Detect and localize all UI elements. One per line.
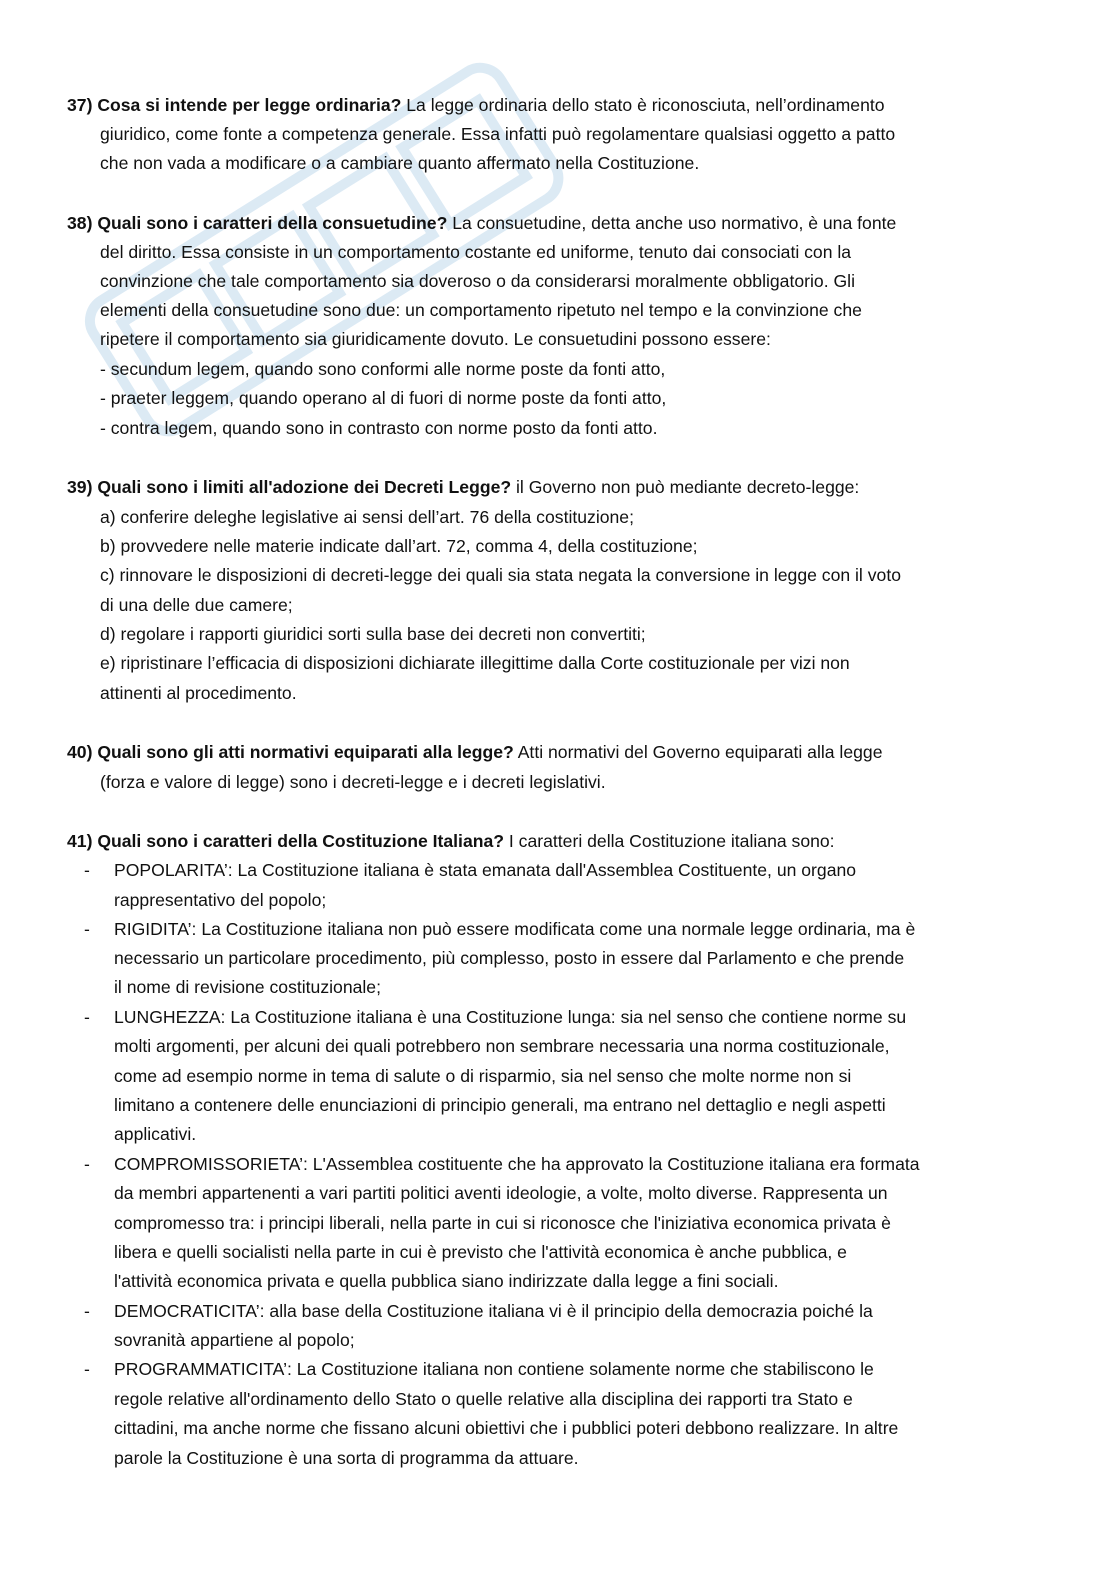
list-item: DEMOCRATICITA’: alla base della Costituzione italiana vi è il principio della democrazia poiché la [114,1301,873,1321]
q38-line-1 [67,208,896,238]
list-bullet: - [84,919,90,939]
q39-line-1 [67,472,859,502]
list-item: POPOLARITA’: La Costituzione italiana è stata emanata dall'Assemblea Costituente, un organo [114,860,857,880]
list-item: LUNGHEZZA: La Costituzione italiana è una Costituzione lunga: sia nel senso che contiene norme su [114,1007,907,1027]
q38-line-6: - secundum legem, quando sono conformi alle norme poste da fonti atto, [100,359,666,379]
list-bullet: - [84,1154,90,1174]
q37-title: 37) Cosa si intende per legge ordinaria? [67,95,402,115]
q41-title: 41) Quali sono i caratteri della Costituzione Italiana? [67,831,505,851]
q39-line-3: b) provvedere nelle materie indicate dall’art. 72, comma 4, della costituzione; [100,536,698,556]
q40-text: Atti normativi del Governo equiparati alla legge [513,742,883,762]
q39-line-2: a) conferire deleghe legislative ai sensi dell’art. 76 della costituzione; [100,507,634,527]
q37-line-1 [67,90,885,120]
list-item: cittadini, ma anche norme che fissano alcuni obiettivi che i pubblici poteri debbono realizzare. In altre [114,1418,899,1438]
q40-line-2: (forza e valore di legge) sono i decreti-legge e i decreti legislativi. [100,772,606,792]
list-item: da membri appartenenti a vari partiti politici aventi ideologie, a volte, molto diverse. Rappresenta un [114,1183,888,1203]
q39-line-8: attinenti al procedimento. [100,683,297,703]
list-item: il nome di revisione costituzionale; [114,977,381,997]
list-item: come ad esempio norme in tema di salute o di risparmio, sia nel senso che molte norme non si [114,1066,852,1086]
q37-text: La legge ordinaria dello stato è riconosciuta, nell’ordinamento [401,95,885,115]
list-item: PROGRAMMATICITA’: La Costituzione italiana non contiene solamente norme che stabiliscono le [114,1359,874,1379]
q40-title: 40) Quali sono gli atti normativi equiparati alla legge? [67,742,514,762]
list-item: applicativi. [114,1124,197,1144]
list-bullet: - [84,1007,90,1027]
q38-line-5: ripetere il comportamento sia giuridicamente dovuto. Le consuetudini possono essere: [100,329,771,349]
list-item: libera e quelli socialisti nella parte in cui è previsto che l'attività economica è anche pubblica, e [114,1242,847,1262]
q39-line-5: di una delle due camere; [100,595,293,615]
q39-line-6: d) regolare i rapporti giuridici sorti sulla base dei decreti non convertiti; [100,624,646,644]
q38-title: 38) Quali sono i caratteri della consuetudine? [67,213,448,233]
list-item: sovranità appartiene al popolo; [114,1330,355,1350]
list-item: l'attività economica privata e quella pubblica siano indirizzate dalla legge a fini sociali. [114,1271,779,1291]
q38-line-8: - contra legem, quando sono in contrasto con norme posto da fonti atto. [100,418,658,438]
q37-line-3: che non vada a modificare o a cambiare quanto affermato nella Costituzione. [100,153,700,173]
list-item: compromesso tra: i principi liberali, nella parte in cui si riconosce che l'iniziativa economica privata è [114,1213,891,1233]
list-item: necessario un particolare procedimento, più complesso, posto in essere dal Parlamento e che prende [114,948,905,968]
list-bullet: - [84,1359,90,1379]
q40-line-1 [67,737,883,767]
list-bullet: - [84,1301,90,1321]
list-item: COMPROMISSORIETA’: L'Assemblea costituente che ha approvato la Costituzione italiana era formata [114,1154,920,1174]
list-item: limitano a contenere delle enunciazioni di principio generali, ma entrano nel dettaglio e negli aspetti [114,1095,886,1115]
q37-line-2: giuridico, come fonte a competenza generale. Essa infatti può regolamentare qualsiasi oggetto a patto [100,124,896,144]
q39-title: 39) Quali sono i limiti all'adozione dei Decreti Legge? [67,477,512,497]
q39-text: il Governo non può mediante decreto-legge: [511,477,860,497]
q38-line-2: del diritto. Essa consiste in un comportamento costante ed uniforme, tenuto dai consociati con la [100,242,852,262]
list-item: rappresentativo del popolo; [114,890,327,910]
q41-intro: I caratteri della Costituzione italiana sono: [504,831,835,851]
list-item: molti argomenti, per alcuni dei quali potrebbero non sembrare necessaria una norma costituzionale, [114,1036,890,1056]
q41-line-1 [67,826,835,856]
list-item: regole relative all'ordinamento dello Stato o quelle relative alla disciplina dei rapporti tra Stato e [114,1389,853,1409]
list-item: parole la Costituzione è una sorta di programma da attuare. [114,1448,579,1468]
list-bullet: - [84,860,90,880]
q38-line-7: - praeter leggem, quando operano al di fuori di norme poste da fonti atto, [100,388,667,408]
list-item: RIGIDITA’: La Costituzione italiana non può essere modificata come una normale legge ordinaria, ma è [114,919,916,939]
q38-line-3: convinzione che tale comportamento sia doveroso o da considerarsi moralmente obbligatorio. Gli [100,271,855,291]
q38-line-4: elementi della consuetudine sono due: un comportamento ripetuto nel tempo e la convinzione che [100,300,862,320]
q39-line-7: e) ripristinare l’efficacia di disposizioni dichiarate illegittime dalla Corte costituzionale per vizi non [100,653,850,673]
q39-line-4: c) rinnovare le disposizioni di decreti-legge dei quali sia stata negata la conversione in legge con il voto [100,565,901,585]
q38-text: La consuetudine, detta anche uso normativo, è una fonte [447,213,897,233]
